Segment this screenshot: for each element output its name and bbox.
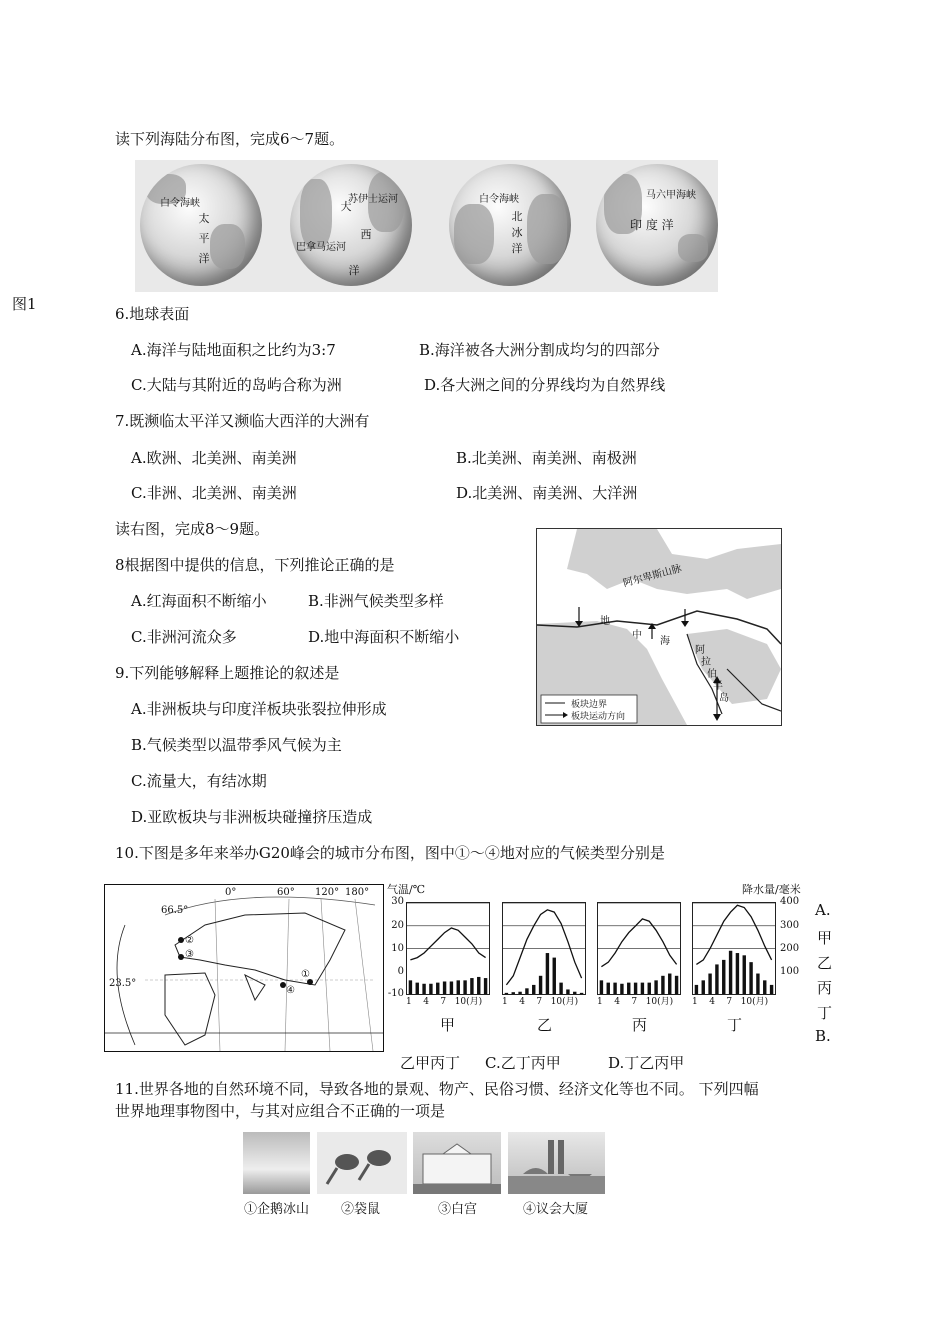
left-tick-neg10: -10 — [387, 988, 404, 999]
month-unit: (月) — [562, 997, 579, 1007]
globe2-panama-label: 巴拿马运河 — [296, 242, 346, 253]
marker-4: ④ — [286, 985, 295, 996]
image-parliament — [508, 1132, 605, 1194]
q6-option-a: A.海洋与陆地面积之比约为3:7 — [131, 341, 336, 359]
arabia-1: 阿 — [695, 645, 705, 656]
precip-bar-yi-m12 — [580, 993, 583, 994]
precip-bar-ding-m5 — [722, 960, 725, 994]
precip-bar-jia-m9 — [463, 980, 466, 994]
precip-bar-ding-m3 — [708, 974, 711, 994]
month-1: 1 — [692, 997, 698, 1007]
precip-bar-bing-m3 — [613, 983, 616, 994]
precip-bar-bing-m1 — [600, 980, 603, 994]
q10-a-char-3: 丙 — [817, 979, 833, 997]
precip-bar-yi-m6 — [539, 976, 542, 994]
climate-right-axis-title: 降水量/毫米 — [742, 883, 801, 896]
month-7: 7 — [631, 997, 638, 1007]
q10-stem: 10.下图是多年来举办G20峰会的城市分布图，图中①～④地对应的气候类型分别是 — [115, 844, 665, 862]
month-unit: (月) — [657, 997, 674, 1007]
marker-1: ① — [301, 969, 310, 980]
marker-3: ③ — [185, 949, 194, 960]
precip-bar-jia-m2 — [416, 983, 419, 994]
climate-name-bing: 丙 — [632, 1016, 648, 1034]
left-tick-0: 0 — [397, 966, 404, 977]
globe1-ocean-1: 太 — [198, 212, 210, 225]
temperature-line-ding — [696, 905, 771, 964]
precip-bar-jia-m8 — [457, 980, 460, 994]
precip-bar-jia-m7 — [450, 981, 453, 994]
month-4: 4 — [709, 997, 715, 1007]
image-white-house — [413, 1132, 501, 1194]
precip-bar-bing-m5 — [627, 983, 630, 994]
precip-bar-bing-m11 — [668, 974, 671, 994]
precip-bar-ding-m9 — [749, 962, 752, 994]
q6-option-c: C.大陆与其附近的岛屿合称为洲 — [131, 376, 342, 394]
q8-stem: 8根据图中提供的信息，下列推论正确的是 — [115, 556, 395, 574]
precip-bar-jia-m11 — [477, 977, 480, 994]
month-4: 4 — [423, 997, 429, 1007]
globe-pacific — [140, 164, 262, 286]
precip-bar-jia-m3 — [422, 984, 425, 994]
q11-stem-line2: 世界地理事物图中，与其对应组合不正确的一项是 — [115, 1102, 446, 1120]
month-ticks-bing — [597, 994, 673, 1007]
marker-2: ② — [185, 935, 194, 946]
precip-bar-bing-m9 — [654, 980, 657, 994]
month-ticks-ding — [692, 994, 768, 1007]
precip-bar-yi-m8 — [553, 958, 556, 994]
climate-name-ding: 丁 — [727, 1016, 743, 1034]
globe2-suez-label: 苏伊士运河 — [348, 194, 398, 205]
month-7: 7 — [726, 997, 733, 1007]
month-ticks-jia — [406, 994, 482, 1007]
globe-atlantic — [290, 164, 412, 286]
parliament-drawing — [508, 1132, 605, 1194]
precip-bar-jia-m4 — [429, 984, 432, 994]
precip-bar-ding-m4 — [715, 964, 718, 994]
globe2-ocean-1: 大 — [340, 200, 352, 213]
month-ticks-yi — [502, 994, 578, 1007]
q9-option-b: B.气候类型以温带季风气候为主 — [131, 736, 342, 754]
globe4-strait-label: 马六甲海峡 — [646, 190, 696, 201]
q7-option-d: D.北美洲、南美洲、大洋洲 — [456, 484, 638, 502]
lon-180: 180° — [345, 887, 370, 898]
plate-map-drawing — [537, 529, 781, 725]
globe-indian — [596, 164, 718, 286]
arabia-5: 岛 — [719, 693, 729, 704]
precip-bar-jia-m6 — [443, 981, 446, 994]
globe3-ocean-2: 冰 — [511, 226, 523, 239]
precip-bar-bing-m4 — [620, 984, 623, 994]
left-tick-20: 20 — [391, 920, 404, 931]
world-map-drawing — [105, 885, 383, 1051]
precip-bar-jia-m1 — [409, 980, 412, 994]
temperature-line-jia — [410, 928, 485, 960]
q10-a-char-2: 乙 — [817, 954, 833, 972]
globe-arctic — [449, 164, 571, 286]
q9-option-c: C.流量大，有结冰期 — [131, 772, 267, 790]
month-unit: (月) — [466, 997, 483, 1007]
med-sea-3: 海 — [660, 636, 670, 647]
right-tick-300: 300 — [780, 920, 800, 931]
q10-a-char-1: 甲 — [817, 929, 833, 947]
month-7: 7 — [440, 997, 447, 1007]
climate-left-axis-title: 气温/℃ — [387, 883, 426, 896]
globe3-ocean-3: 洋 — [511, 242, 523, 255]
q10-option-c: C.乙丁丙甲 — [485, 1054, 561, 1072]
climate-chart-yi — [502, 902, 586, 995]
precip-bar-ding-m11 — [763, 980, 766, 994]
precip-bar-jia-m10 — [470, 978, 473, 994]
image-kangaroo — [317, 1132, 407, 1194]
climate-svg-jia — [407, 903, 489, 994]
month-4: 4 — [519, 997, 525, 1007]
q9-option-a: A.非洲板块与印度洋板块张裂拉伸形成 — [131, 700, 387, 718]
climate-svg-yi — [503, 903, 585, 994]
alps-label: 阿尔卑斯山脉 — [622, 563, 683, 590]
precip-bar-ding-m1 — [695, 985, 698, 994]
globe2-ocean-2: 西 — [360, 228, 372, 241]
climate-name-yi: 乙 — [537, 1016, 553, 1034]
precip-bar-ding-m8 — [743, 955, 746, 994]
plate-boundary-map — [536, 528, 782, 726]
globe1-ocean-2: 平 — [198, 232, 210, 245]
month-10: 10 — [550, 997, 563, 1007]
ocean-distribution-figure — [135, 160, 718, 292]
precip-bar-ding-m12 — [770, 985, 773, 994]
q10-option-d: D.丁乙丙甲 — [608, 1054, 685, 1072]
left-tick-30: 30 — [391, 896, 404, 907]
q8-option-b: B.非洲气候类型多样 — [308, 592, 444, 610]
month-4: 4 — [614, 997, 620, 1007]
caption-penguin: ①企鹅冰山 — [244, 1202, 310, 1217]
med-sea-2: 中 — [632, 630, 642, 641]
precip-bar-bing-m12 — [675, 976, 678, 994]
temperature-line-yi — [506, 910, 581, 985]
right-tick-400: 400 — [780, 896, 800, 907]
lat-23-5: 23.5° — [109, 978, 137, 989]
caption-white-house: ③白宫 — [438, 1202, 478, 1217]
image-penguin-iceberg — [243, 1132, 310, 1194]
climate-chart-jia — [406, 902, 490, 995]
lon-0: 0° — [225, 887, 237, 898]
climate-chart-ding — [692, 902, 776, 995]
arabia-4: 半 — [713, 681, 723, 692]
q10-a-char-4: 丁 — [817, 1004, 833, 1022]
left-tick-10: 10 — [391, 943, 404, 954]
precip-bar-bing-m7 — [641, 983, 644, 994]
kangaroo-drawing — [317, 1132, 407, 1194]
precip-bar-jia-m5 — [436, 983, 439, 994]
q10-b-prefix: B. — [815, 1027, 831, 1045]
month-1: 1 — [406, 997, 412, 1007]
month-1: 1 — [502, 997, 508, 1007]
month-7: 7 — [536, 997, 543, 1007]
q7-option-a: A.欧洲、北美洲、南美洲 — [131, 449, 297, 467]
precip-bar-bing-m6 — [634, 983, 637, 994]
intro-8-9: 读右图，完成8～9题。 — [115, 520, 270, 538]
q7-option-b: B.北美洲、南美洲、南极洲 — [456, 449, 637, 467]
climate-svg-ding — [693, 903, 775, 994]
month-1: 1 — [597, 997, 603, 1007]
q9-option-d: D.亚欧板块与非洲板块碰撞挤压造成 — [131, 808, 373, 826]
caption-parliament: ④议会大厦 — [523, 1202, 589, 1217]
intro-6-7: 读下列海陆分布图，完成6～7题。 — [115, 130, 345, 148]
med-sea-1: 地 — [600, 616, 610, 627]
q6-option-b: B.海洋被各大洲分割成均匀的四部分 — [419, 341, 660, 359]
q10-option-b-rest: 乙甲丙丁 — [400, 1054, 461, 1072]
arabia-2: 拉 — [701, 657, 711, 668]
month-10: 10 — [645, 997, 658, 1007]
q7-option-c: C.非洲、北美洲、南美洲 — [131, 484, 297, 502]
precip-bar-bing-m8 — [648, 983, 651, 994]
globe1-strait-label: 白令海峡 — [160, 198, 200, 209]
g20-world-map — [104, 884, 384, 1052]
white-house-drawing — [413, 1132, 501, 1194]
q10-a-prefix: A. — [815, 901, 831, 919]
q7-stem: 7.既濒临太平洋又濒临大西洋的大洲有 — [115, 412, 370, 430]
q11-stem-line1: 11.世界各地的自然环境不同，导致各地的景观、物产、民俗习惯、经济文化等也不同。 下列四幅 — [115, 1080, 759, 1098]
q6-stem: 6.地球表面 — [115, 305, 190, 323]
lon-60: 60° — [277, 887, 295, 898]
precip-bar-jia-m12 — [484, 978, 487, 994]
q8-option-c: C.非洲河流众多 — [131, 628, 237, 646]
precip-bar-ding-m10 — [756, 974, 759, 994]
month-10: 10 — [740, 997, 753, 1007]
globe2-ocean-3: 洋 — [348, 264, 360, 277]
precip-bar-bing-m2 — [607, 983, 610, 994]
q8-option-a: A.红海面积不断缩小 — [131, 592, 267, 610]
globe4-ocean-label: 印 度 洋 — [630, 218, 674, 232]
month-10: 10 — [454, 997, 467, 1007]
precip-bar-yi-m9 — [559, 983, 562, 994]
lat-66-5: 66.5° — [161, 905, 189, 916]
q9-stem: 9.下列能够解释上题推论的叙述是 — [115, 664, 340, 682]
climate-svg-bing — [598, 903, 680, 994]
arabia-3: 伯 — [707, 669, 717, 680]
climate-chart-bing — [597, 902, 681, 995]
precip-bar-yi-m5 — [532, 985, 535, 994]
precip-bar-ding-m2 — [702, 980, 705, 994]
precip-bar-ding-m7 — [736, 953, 739, 994]
precip-bar-ding-m6 — [729, 951, 732, 994]
legend-motion: 板块运动方向 — [571, 712, 626, 722]
legend-boundary: 板块边界 — [571, 700, 608, 710]
q6-option-d: D.各大洲之间的分界线均为自然界线 — [424, 376, 666, 394]
q8-option-d: D.地中海面积不断缩小 — [308, 628, 460, 646]
caption-kangaroo: ②袋鼠 — [341, 1202, 381, 1217]
right-tick-200: 200 — [780, 943, 800, 954]
lon-120: 120° — [315, 887, 340, 898]
figure1-label: 图1 — [12, 295, 37, 313]
precip-bar-bing-m10 — [661, 976, 664, 994]
globe1-ocean-3: 洋 — [198, 252, 210, 265]
month-unit: (月) — [752, 997, 769, 1007]
right-tick-100: 100 — [780, 966, 800, 977]
globe3-strait-label: 白令海峡 — [479, 194, 519, 205]
globe3-ocean-1: 北 — [511, 210, 523, 223]
precip-bar-yi-m7 — [546, 953, 549, 994]
climate-name-jia: 甲 — [440, 1016, 456, 1034]
